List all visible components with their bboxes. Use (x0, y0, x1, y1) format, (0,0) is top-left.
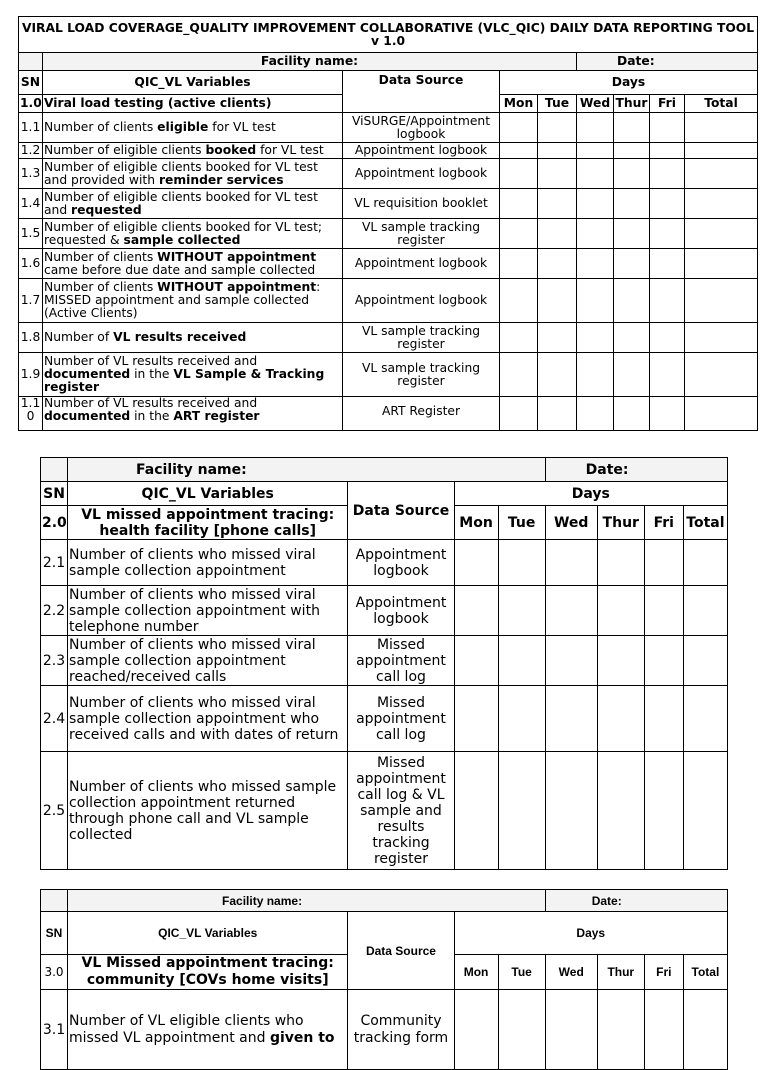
table-row (19, 143, 758, 159)
entry-cell[interactable] (644, 540, 683, 586)
entry-cell[interactable] (500, 279, 538, 323)
table-row (19, 279, 758, 323)
day-thur: Thur (597, 506, 644, 540)
entry-cell[interactable] (577, 189, 614, 219)
row-source: Appointment logbook (343, 279, 500, 323)
entry-cell[interactable] (685, 143, 758, 159)
table-viral-load-testing (18, 16, 758, 431)
entry-cell[interactable] (650, 249, 685, 279)
row-source: VL sample tracking register (343, 353, 500, 397)
date-label: Date: (545, 890, 727, 912)
entry-cell[interactable] (545, 586, 597, 636)
row-text-bold: requested (71, 202, 142, 217)
entry-cell[interactable] (545, 636, 597, 686)
row-sn: 1.9 (19, 353, 43, 397)
date-label: Date: (577, 53, 758, 71)
row-text-bold: WITHOUT appointment (157, 280, 317, 294)
row-text-bold: sample collected (123, 232, 241, 247)
entry-cell[interactable] (577, 249, 614, 279)
entry-cell[interactable] (650, 189, 685, 219)
row-source: VL requisition booklet (343, 189, 500, 219)
row-variable: Number of clients who missed viral sample collection appointment (68, 540, 348, 586)
entry-cell[interactable] (683, 990, 727, 1070)
row-text: for VL test (208, 120, 276, 134)
row-text: Number of eligible clients booked for VL test and provided with (44, 159, 318, 187)
entry-cell[interactable] (650, 397, 685, 431)
entry-cell[interactable] (685, 249, 758, 279)
row-sn: 1.10 (19, 397, 43, 431)
variables-header: QIC_VL Variables (68, 912, 348, 955)
entry-cell[interactable] (538, 219, 577, 249)
row-text-bold: documented (44, 367, 131, 381)
entry-cell[interactable] (614, 279, 650, 323)
blank-cell (41, 458, 68, 482)
row-sn: 2.1 (41, 540, 68, 586)
row-text: : MISSED appointment and sample collected (Active Clients) (44, 280, 321, 320)
row-sn: 2.5 (41, 752, 68, 870)
entry-cell[interactable] (597, 752, 644, 870)
entry-cell[interactable] (454, 636, 498, 686)
row-text: Number of eligible clients booked for VL test and (44, 189, 318, 217)
entry-cell[interactable] (500, 353, 538, 397)
table-row (19, 159, 758, 189)
table-missed-appointment-community (40, 889, 728, 1070)
date-label: Date: (545, 458, 727, 482)
table-row (41, 686, 728, 752)
day-tue: Tue (538, 95, 577, 113)
entry-cell[interactable] (614, 397, 650, 431)
table-row (19, 353, 758, 397)
row-variable: Number of clients who missed sample collection appointment returned through phone call and VL sample collected (68, 752, 348, 870)
entry-cell[interactable] (644, 686, 683, 752)
row-text: Number of clients (44, 249, 158, 264)
entry-cell[interactable] (614, 143, 650, 159)
data-source-header: Data Source (343, 71, 500, 113)
entry-cell[interactable] (577, 113, 614, 143)
entry-cell[interactable] (577, 353, 614, 397)
days-header: Days (454, 482, 727, 506)
row-variable (43, 279, 343, 323)
entry-cell[interactable] (500, 189, 538, 219)
row-variable: Number of clients who missed viral sample collection appointment who received calls and with dates of return (68, 686, 348, 752)
entry-cell[interactable] (538, 143, 577, 159)
day-fri: Fri (644, 955, 683, 990)
blank-cell (19, 53, 43, 71)
day-tue: Tue (498, 506, 545, 540)
entry-cell[interactable] (614, 159, 650, 189)
entry-cell[interactable] (685, 159, 758, 189)
entry-cell[interactable] (500, 113, 538, 143)
table1-clip (0, 0, 768, 433)
row-source: ViSURGE/Appointment logbook (343, 113, 500, 143)
row-sn: 1.6 (19, 249, 43, 279)
row-sn: 2.3 (41, 636, 68, 686)
entry-cell[interactable] (577, 279, 614, 323)
entry-cell[interactable] (498, 752, 545, 870)
row-text-bold: VL results received (113, 330, 247, 344)
entry-cell[interactable] (650, 353, 685, 397)
facility-name-label: Facility name: (43, 53, 577, 71)
entry-cell[interactable] (538, 159, 577, 189)
entry-cell[interactable] (454, 686, 498, 752)
table-row (41, 990, 728, 1070)
day-total: Total (683, 955, 727, 990)
sn-header: SN (19, 71, 43, 95)
entry-cell[interactable] (614, 353, 650, 397)
entry-cell[interactable] (454, 990, 498, 1070)
entry-cell[interactable] (454, 752, 498, 870)
row-variable (43, 323, 343, 353)
entry-cell[interactable] (545, 990, 597, 1070)
facility-name-label: Facility name: (68, 890, 546, 912)
entry-cell[interactable] (614, 189, 650, 219)
row-text: Number of VL results received and (44, 354, 258, 368)
row-text-bold: WITHOUT appointment (157, 249, 317, 264)
table-row (19, 189, 758, 219)
blank-cell (41, 890, 68, 912)
facility-name-label: Facility name: (68, 458, 546, 482)
entry-cell[interactable] (454, 586, 498, 636)
row-variable (43, 353, 343, 397)
row-sn: 1.7 (19, 279, 43, 323)
table2-clip (0, 440, 768, 866)
entry-cell[interactable] (500, 323, 538, 353)
entry-cell[interactable] (597, 586, 644, 636)
row-text-bold: reminder services (158, 172, 284, 187)
entry-cell[interactable] (538, 397, 577, 431)
entry-cell[interactable] (454, 540, 498, 586)
row-variable: Number of clients who missed viral sample collection appointment with telephone number (68, 586, 348, 636)
row-text: in the (130, 367, 174, 381)
entry-cell[interactable] (545, 686, 597, 752)
table-row (41, 752, 728, 870)
entry-cell[interactable] (644, 586, 683, 636)
row-sn: 1.5 (19, 219, 43, 249)
day-mon: Mon (454, 955, 498, 990)
row-text: Number of VL results received and (44, 396, 258, 410)
variables-header: QIC_VL Variables (43, 71, 343, 95)
row-sn: 2.2 (41, 586, 68, 636)
row-variable (68, 990, 348, 1070)
row-text: in the (130, 409, 174, 423)
row-text-bold: ART register (173, 409, 260, 423)
entry-cell[interactable] (683, 586, 727, 636)
table-row (41, 586, 728, 636)
row-sn: 3.1 (41, 990, 68, 1070)
entry-cell[interactable] (597, 540, 644, 586)
entry-cell[interactable] (644, 636, 683, 686)
sn-header: SN (41, 482, 68, 506)
entry-cell[interactable] (500, 159, 538, 189)
entry-cell[interactable] (650, 159, 685, 189)
entry-cell[interactable] (683, 540, 727, 586)
row-source: ART Register (343, 397, 500, 431)
entry-cell[interactable] (685, 189, 758, 219)
entry-cell[interactable] (500, 397, 538, 431)
row-source: Community tracking form (348, 990, 454, 1070)
entry-cell[interactable] (500, 219, 538, 249)
entry-cell[interactable] (650, 113, 685, 143)
table-row (19, 249, 758, 279)
row-text: Number of (44, 330, 114, 344)
entry-cell[interactable] (650, 279, 685, 323)
row-sn: 1.8 (19, 323, 43, 353)
row-text: Number of eligible clients booked for VL test; requested & (44, 219, 323, 247)
day-tue: Tue (498, 955, 545, 990)
table-missed-appointment-phone (40, 457, 728, 870)
day-thur: Thur (614, 95, 650, 113)
row-text-bold: VL Sample & Tracking register (44, 367, 325, 394)
entry-cell[interactable] (538, 323, 577, 353)
row-text: Number of VL eligible clients who missed VL appointment and (69, 1012, 304, 1046)
entry-cell[interactable] (538, 189, 577, 219)
entry-cell[interactable] (597, 686, 644, 752)
row-variable (43, 143, 343, 159)
day-fri: Fri (650, 95, 685, 113)
day-mon: Mon (500, 95, 538, 113)
section-sn: 1.0 (19, 95, 43, 113)
row-variable (43, 397, 343, 431)
form-title: VIRAL LOAD COVERAGE_QUALITY IMPROVEMENT COLLABORATIVE (VLC_QIC) DAILY DATA REPORTING TOOL v 1.0 (19, 17, 758, 53)
row-source: Missed appointment call log (348, 636, 454, 686)
row-source: Appointment logbook (343, 143, 500, 159)
table3-clip (0, 880, 768, 1046)
entry-cell[interactable] (545, 540, 597, 586)
days-header: Days (500, 71, 758, 95)
data-source-header: Data Source (348, 482, 454, 540)
entry-cell[interactable] (614, 249, 650, 279)
day-wed: Wed (545, 506, 597, 540)
day-mon: Mon (454, 506, 498, 540)
entry-cell[interactable] (644, 752, 683, 870)
entry-cell[interactable] (597, 990, 644, 1070)
entry-cell[interactable] (685, 279, 758, 323)
row-variable (43, 249, 343, 279)
row-text: came before due date and sample collected (44, 262, 316, 277)
row-text: for VL test (256, 143, 324, 157)
data-source-header: Data Source (348, 912, 454, 990)
row-sn: 1.3 (19, 159, 43, 189)
row-text: Number of clients (44, 280, 158, 294)
day-total: Total (683, 506, 727, 540)
entry-cell[interactable] (685, 219, 758, 249)
row-variable: Number of clients who missed viral sample collection appointment reached/received calls (68, 636, 348, 686)
entry-cell[interactable] (538, 353, 577, 397)
entry-cell[interactable] (538, 249, 577, 279)
entry-cell[interactable] (597, 636, 644, 686)
section-title: VL missed appointment tracing: health facility [phone calls] (68, 506, 348, 540)
row-source: Appointment logbook (343, 249, 500, 279)
row-text: Number of clients (44, 120, 158, 134)
entry-cell[interactable] (683, 636, 727, 686)
variables-header: QIC_VL Variables (68, 482, 348, 506)
row-sn: 1.1 (19, 113, 43, 143)
entry-cell[interactable] (577, 219, 614, 249)
entry-cell[interactable] (683, 752, 727, 870)
section-title: VL Missed appointment tracing: community [COVs home visits] (68, 955, 348, 990)
days-header: Days (454, 912, 727, 955)
row-source: VL sample tracking register (343, 323, 500, 353)
row-text-bold: given to (269, 1029, 335, 1046)
entry-cell[interactable] (500, 143, 538, 159)
row-variable (43, 189, 343, 219)
row-source: Missed appointment call log & VL sample and results tracking register (348, 752, 454, 870)
row-source: Appointment logbook (343, 159, 500, 189)
row-text-bold: documented (44, 409, 131, 423)
row-source: VL sample tracking register (343, 219, 500, 249)
entry-cell[interactable] (577, 143, 614, 159)
section-sn: 3.0 (41, 955, 68, 990)
entry-cell[interactable] (500, 249, 538, 279)
table-row (19, 113, 758, 143)
entry-cell[interactable] (685, 397, 758, 431)
entry-cell[interactable] (498, 990, 545, 1070)
row-sn: 1.4 (19, 189, 43, 219)
row-text: Number of eligible clients (44, 143, 206, 157)
row-variable (43, 113, 343, 143)
section-sn: 2.0 (41, 506, 68, 540)
entry-cell[interactable] (644, 990, 683, 1070)
table-row (19, 323, 758, 353)
entry-cell[interactable] (498, 586, 545, 636)
row-sn: 1.2 (19, 143, 43, 159)
row-variable (43, 159, 343, 189)
entry-cell[interactable] (498, 540, 545, 586)
entry-cell[interactable] (650, 219, 685, 249)
entry-cell[interactable] (498, 636, 545, 686)
entry-cell[interactable] (685, 323, 758, 353)
day-thur: Thur (597, 955, 644, 990)
row-text-bold: eligible (157, 120, 209, 134)
entry-cell[interactable] (577, 397, 614, 431)
row-sn: 2.4 (41, 686, 68, 752)
entry-cell[interactable] (614, 113, 650, 143)
table-row (19, 397, 758, 431)
table-row (41, 636, 728, 686)
entry-cell[interactable] (614, 323, 650, 353)
day-total: Total (685, 95, 758, 113)
entry-cell[interactable] (650, 323, 685, 353)
day-wed: Wed (545, 955, 597, 990)
row-source: Missed appointment call log (348, 686, 454, 752)
row-text-bold: booked (205, 143, 257, 157)
entry-cell[interactable] (577, 323, 614, 353)
row-source: Appointment logbook (348, 586, 454, 636)
row-variable (43, 219, 343, 249)
entry-cell[interactable] (577, 159, 614, 189)
entry-cell[interactable] (538, 279, 577, 323)
row-source: Appointment logbook (348, 540, 454, 586)
entry-cell[interactable] (685, 113, 758, 143)
entry-cell[interactable] (683, 686, 727, 752)
entry-cell[interactable] (685, 353, 758, 397)
table-row (19, 219, 758, 249)
entry-cell[interactable] (614, 219, 650, 249)
entry-cell[interactable] (545, 752, 597, 870)
sn-header: SN (41, 912, 68, 955)
entry-cell[interactable] (538, 113, 577, 143)
day-fri: Fri (644, 506, 683, 540)
day-wed: Wed (577, 95, 614, 113)
entry-cell[interactable] (650, 143, 685, 159)
table-row (41, 540, 728, 586)
entry-cell[interactable] (498, 686, 545, 752)
section-title: Viral load testing (active clients) (43, 95, 343, 113)
